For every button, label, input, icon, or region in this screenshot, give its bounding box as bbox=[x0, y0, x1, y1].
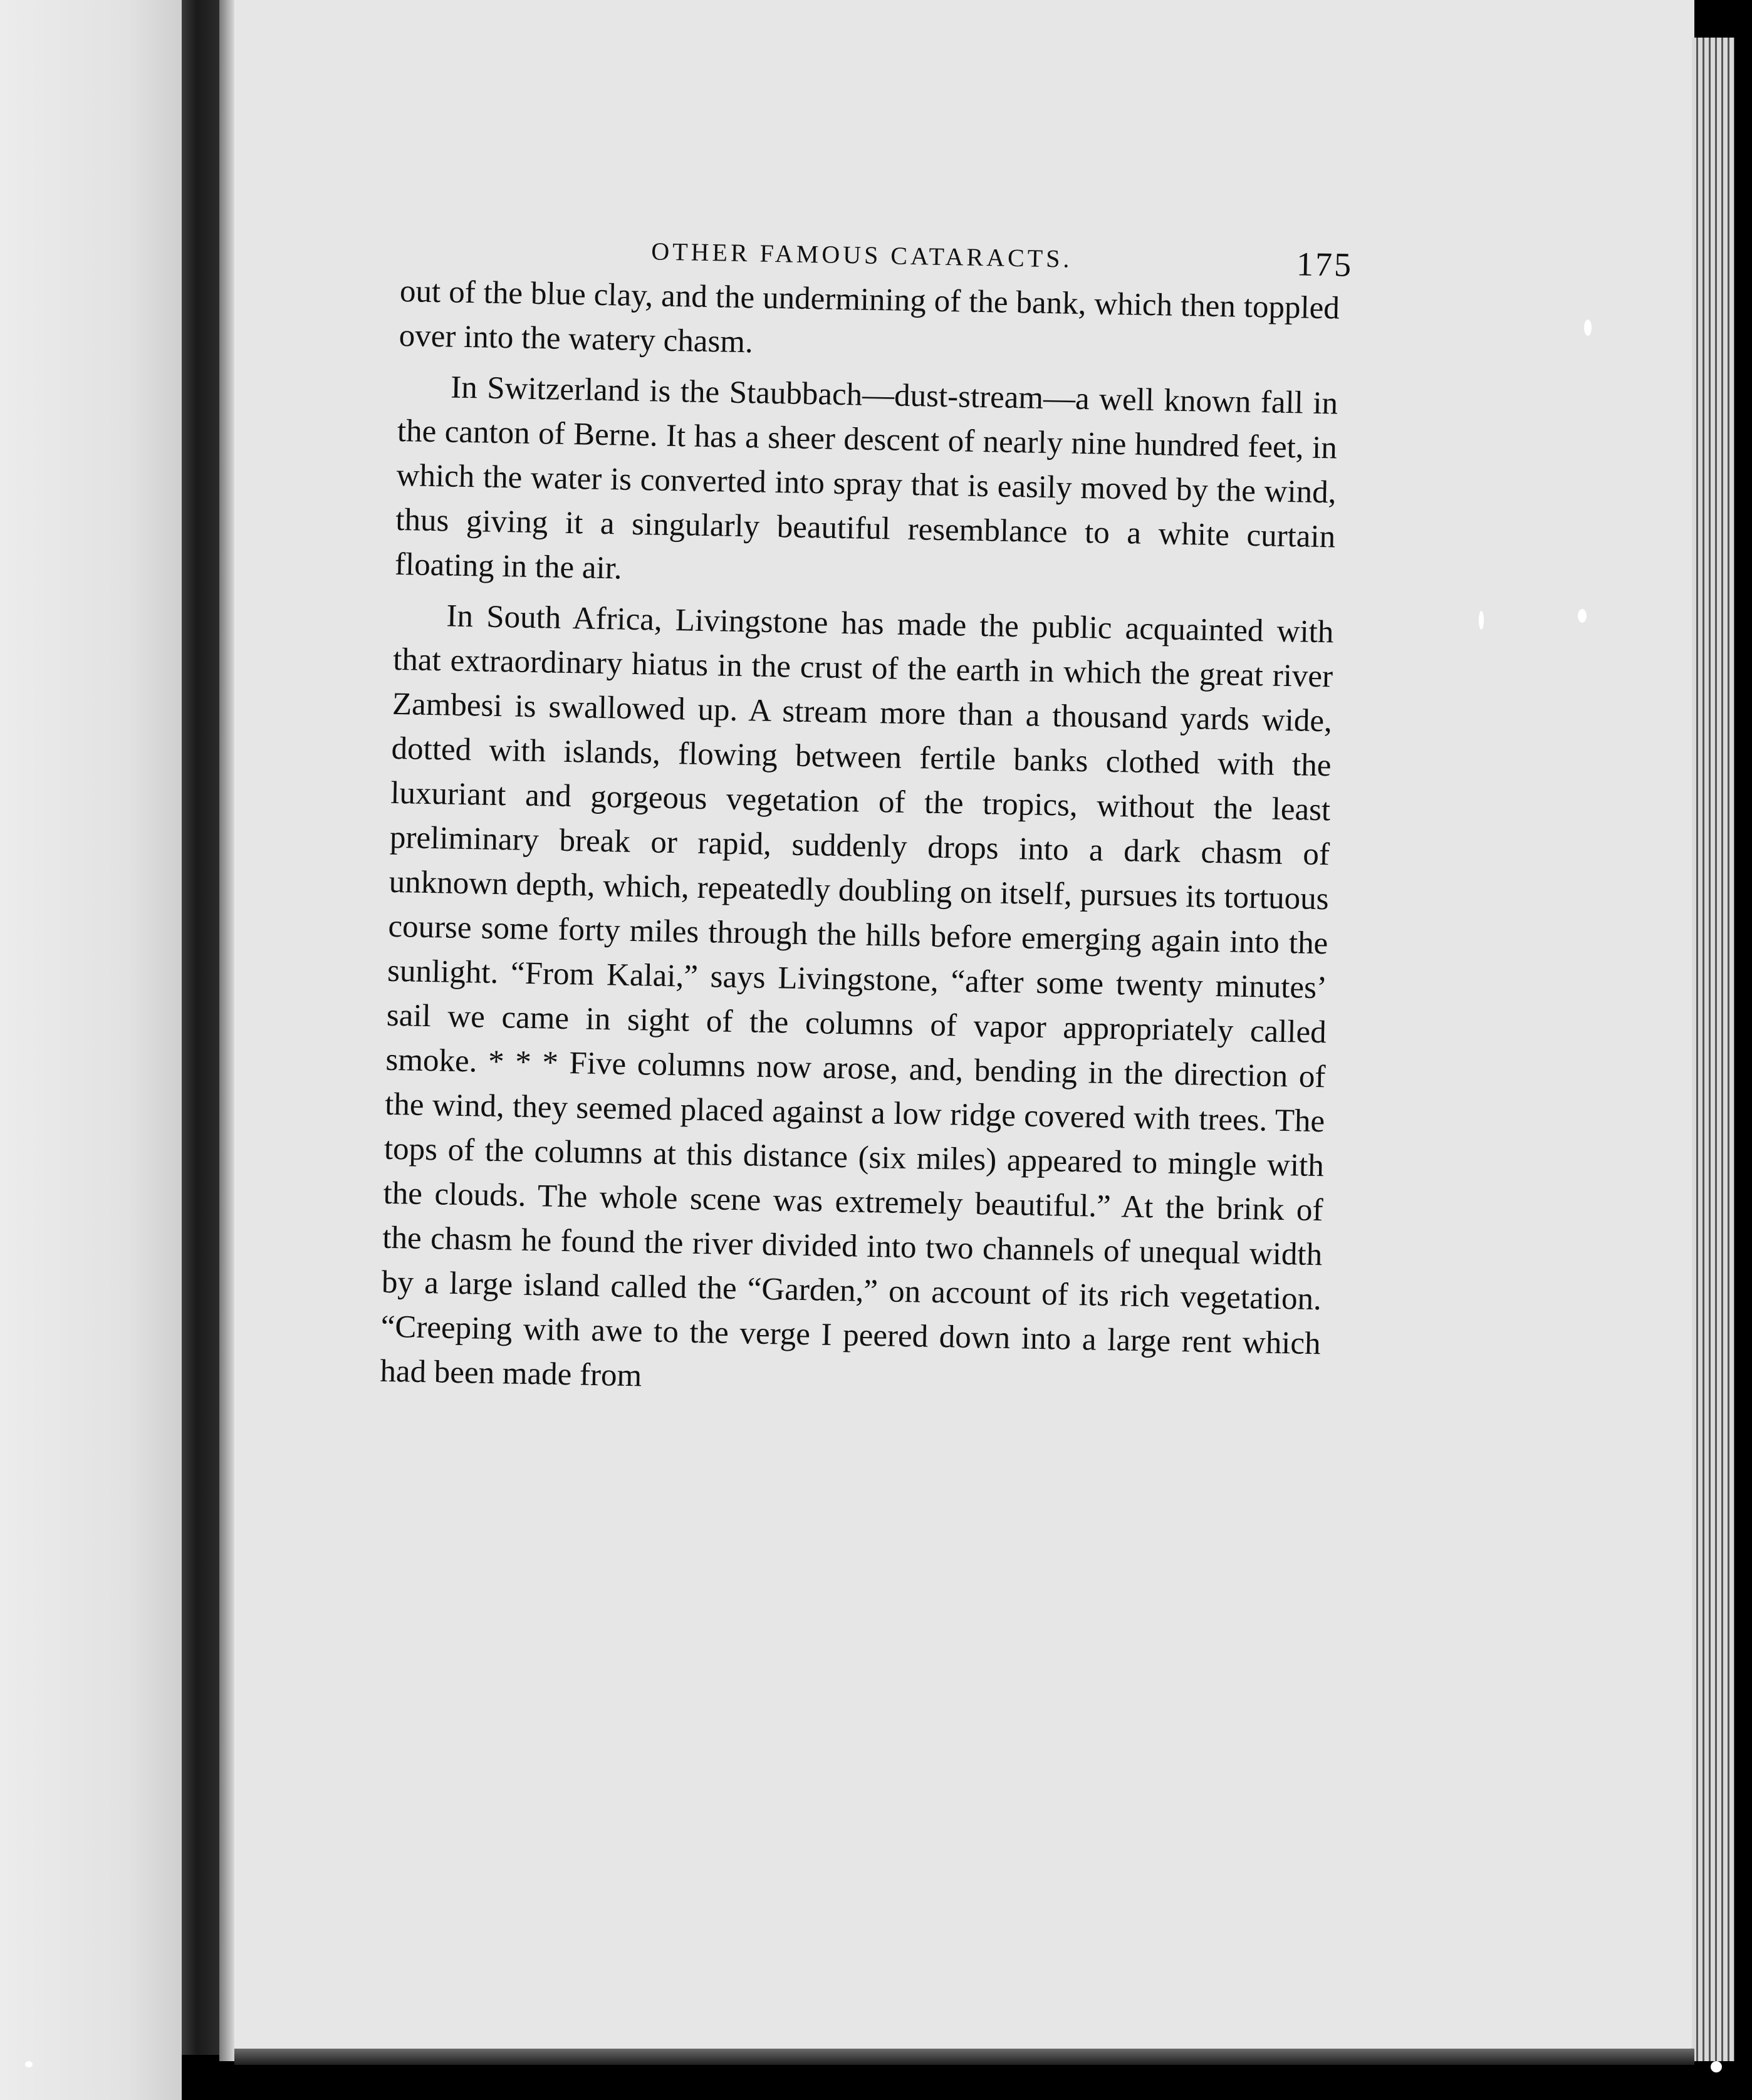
paragraph-continuation: out of the blue clay, and the undermining of the bank, which then toppled over into the watery chasm. bbox=[399, 273, 1340, 360]
paragraph-zambesi: In South Africa, Livingstone has made the public acquainted with that extraordinary hiatus in the crust of the earth in which the great river Zambesi is swallowed up. A stream more than a thousand yards wide, dotted with islands, flowing between fertile banks clothed with the luxuriant and gorgeous vegetation of the tropics, without the least preliminary break or rapid, suddenly drops into a dark chasm of unknown depth, which, repeatedly doubling on itself, pursues its tortuous course some forty miles through the hills before emerging again into the sunlight. “From Kalai,” says Livingstone, “after some twenty minutes’ sail we came in sight of the columns of vapor appropriately called smoke. * * * Five columns now arose, and, bending in the direction of the wind, they seemed placed against a low ridge covered with trees. The tops of the columns at this distance (six miles) appeared to mingle with the clouds. The whole scene was extremely beautiful.” At the brink of the chasm he found the river divided into two channels of unequal width by a large island called the “Garden,” on account of its rich vegetation. “Creeping with awe to the verge I peered down into a large rent which had been made from bbox=[379, 598, 1334, 1394]
page-number: 175 bbox=[1296, 245, 1353, 284]
stacked-page-edges bbox=[1692, 38, 1734, 2061]
dust-speck bbox=[1711, 2061, 1722, 2072]
body-text bbox=[380, 269, 1340, 1411]
page-bottom-edge bbox=[234, 2049, 1694, 2065]
dust-speck bbox=[1578, 609, 1587, 623]
gutter-edge bbox=[219, 0, 234, 2061]
book-gutter bbox=[182, 0, 219, 2055]
page-text-block bbox=[379, 226, 1353, 1417]
paragraph-staubbach: In Switzerland is the Staubbach—dust-stream—a well known fall in the canton of Berne. It has a sheer descent of nearly nine hundred feet, in which the water is converted into spray that is easily moved by the wind, thus giving it a singularly beautiful resemblance to a white curtain floating in the air. bbox=[394, 370, 1338, 586]
dust-speck bbox=[25, 2061, 33, 2067]
dust-speck bbox=[1584, 320, 1592, 336]
left-facing-page bbox=[0, 0, 182, 2100]
dust-speck bbox=[1479, 611, 1484, 630]
running-head-title: OTHER FAMOUS CATARACTS. bbox=[650, 237, 1073, 273]
